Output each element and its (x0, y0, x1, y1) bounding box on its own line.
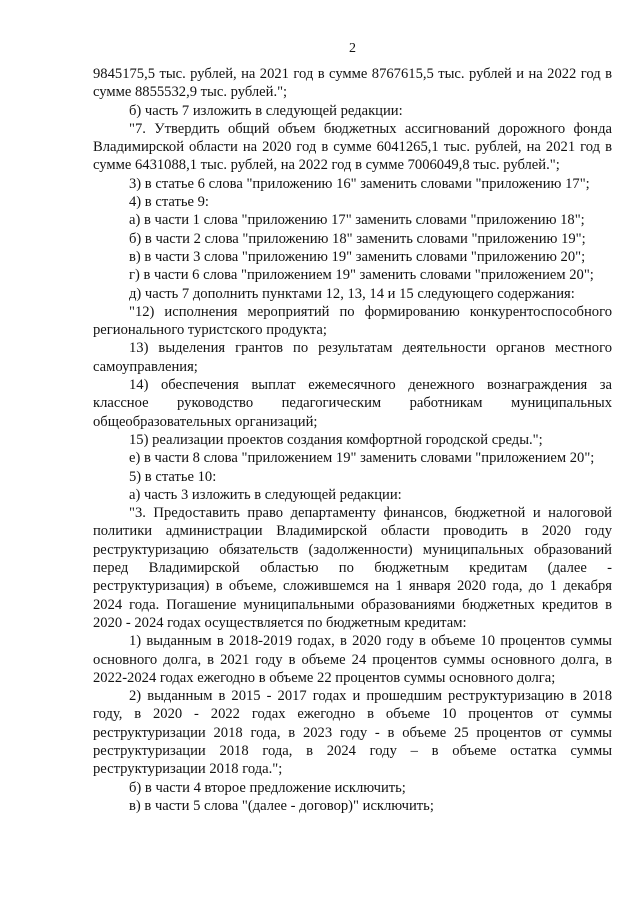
document-body (93, 65, 612, 815)
paragraph: б) в части 4 второе предложение исключить; (129, 779, 406, 796)
paragraph: "12) исполнения мероприятий по формированию конкурентоспособного регионального туристского продукта; (93, 303, 612, 339)
paragraph: в) в части 3 слова "приложению 19" заменить словами "приложению 20"; (129, 248, 586, 265)
page-number: 2 (349, 41, 356, 56)
paragraph: д) часть 7 дополнить пунктами 12, 13, 14 и 15 следующего содержания: (129, 285, 575, 302)
paragraph: 14) обеспечения выплат ежемесячного денежного вознаграждения за классное руководство педагогическим работникам муниципальных общеобразовательных организаций; (93, 377, 612, 430)
paragraph: "7. Утвердить общий объем бюджетных ассигнований дорожного фонда Владимирской области на 2020 год в сумме 6041265,1 тыс. рублей, на 2021 год в сумме 6431088,1 тыс. рублей, на 2022 год в сумме 7006049,8 тыс. рублей."; (93, 120, 612, 174)
paragraph: 3) в статье 6 слова "приложению 16" заменить словами "приложению 17"; (129, 175, 590, 192)
paragraph: в) в части 5 слова "(далее - договор)" исключить; (129, 797, 434, 814)
paragraph: а) часть 3 изложить в следующей редакции: (129, 486, 402, 503)
paragraph: г) в части 6 слова "приложением 19" заменить словами "приложением 20"; (129, 267, 594, 284)
paragraph: 5) в статье 10: (129, 468, 217, 485)
paragraph: 15) реализации проектов создания комфортной городской среды."; (129, 431, 543, 448)
paragraph: 9845175,5 тыс. рублей, на 2021 год в сумме 8767615,5 тыс. рублей и на 2022 год в сумме 8855532,9 тыс. рублей."; (93, 66, 612, 101)
paragraph: б) в части 2 слова "приложению 18" заменить словами "приложению 19"; (129, 230, 586, 247)
paragraph: 2) выданным в 2015 - 2017 годах и прошедшим реструктуризацию в 2018 году, в 2020 - 2022 годах ежегодно в объеме 10 процентов от суммы реструктуризации 2018 года, в 2023 году - в объеме 25 процентов от суммы реструктуризации 2018 года, в 2024 году – в объеме остатка суммы реструктуризации 2018 года."; (93, 688, 612, 778)
paragraph: 1) выданным в 2018-2019 годах, в 2020 году в объеме 10 процентов суммы основного долга, в 2021 году в объеме 24 процентов суммы основного долга, в 2022-2024 годах ежегодно в объеме 22 процентов суммы основного долга; (93, 633, 612, 686)
paragraph: "3. Предоставить право департаменту финансов, бюджетной и налоговой политики администрации Владимирской области проводить в 2020 году реструктуризацию обязательств (задолженности) муниципальных образований перед Владимирской областью по бюджетным кредитам (далее - реструктуризация) в объеме, сложившемся на 1 января 2020 года, до 1 декабря 2024 года. Погашение муниципальными образованиями бюджетных кредитов в 2020 - 2024 годах осуществляется по бюджетным кредитам: (93, 505, 612, 631)
paragraph: а) в части 1 слова "приложению 17" заменить словами "приложению 18"; (129, 212, 585, 229)
paragraph: е) в части 8 слова "приложением 19" заменить словами "приложением 20"; (129, 450, 595, 467)
paragraph: б) часть 7 изложить в следующей редакции: (129, 102, 403, 119)
paragraph: 13) выделения грантов по результатам деятельности органов местного самоуправления; (93, 340, 612, 375)
paragraph: 4) в статье 9: (129, 194, 209, 211)
